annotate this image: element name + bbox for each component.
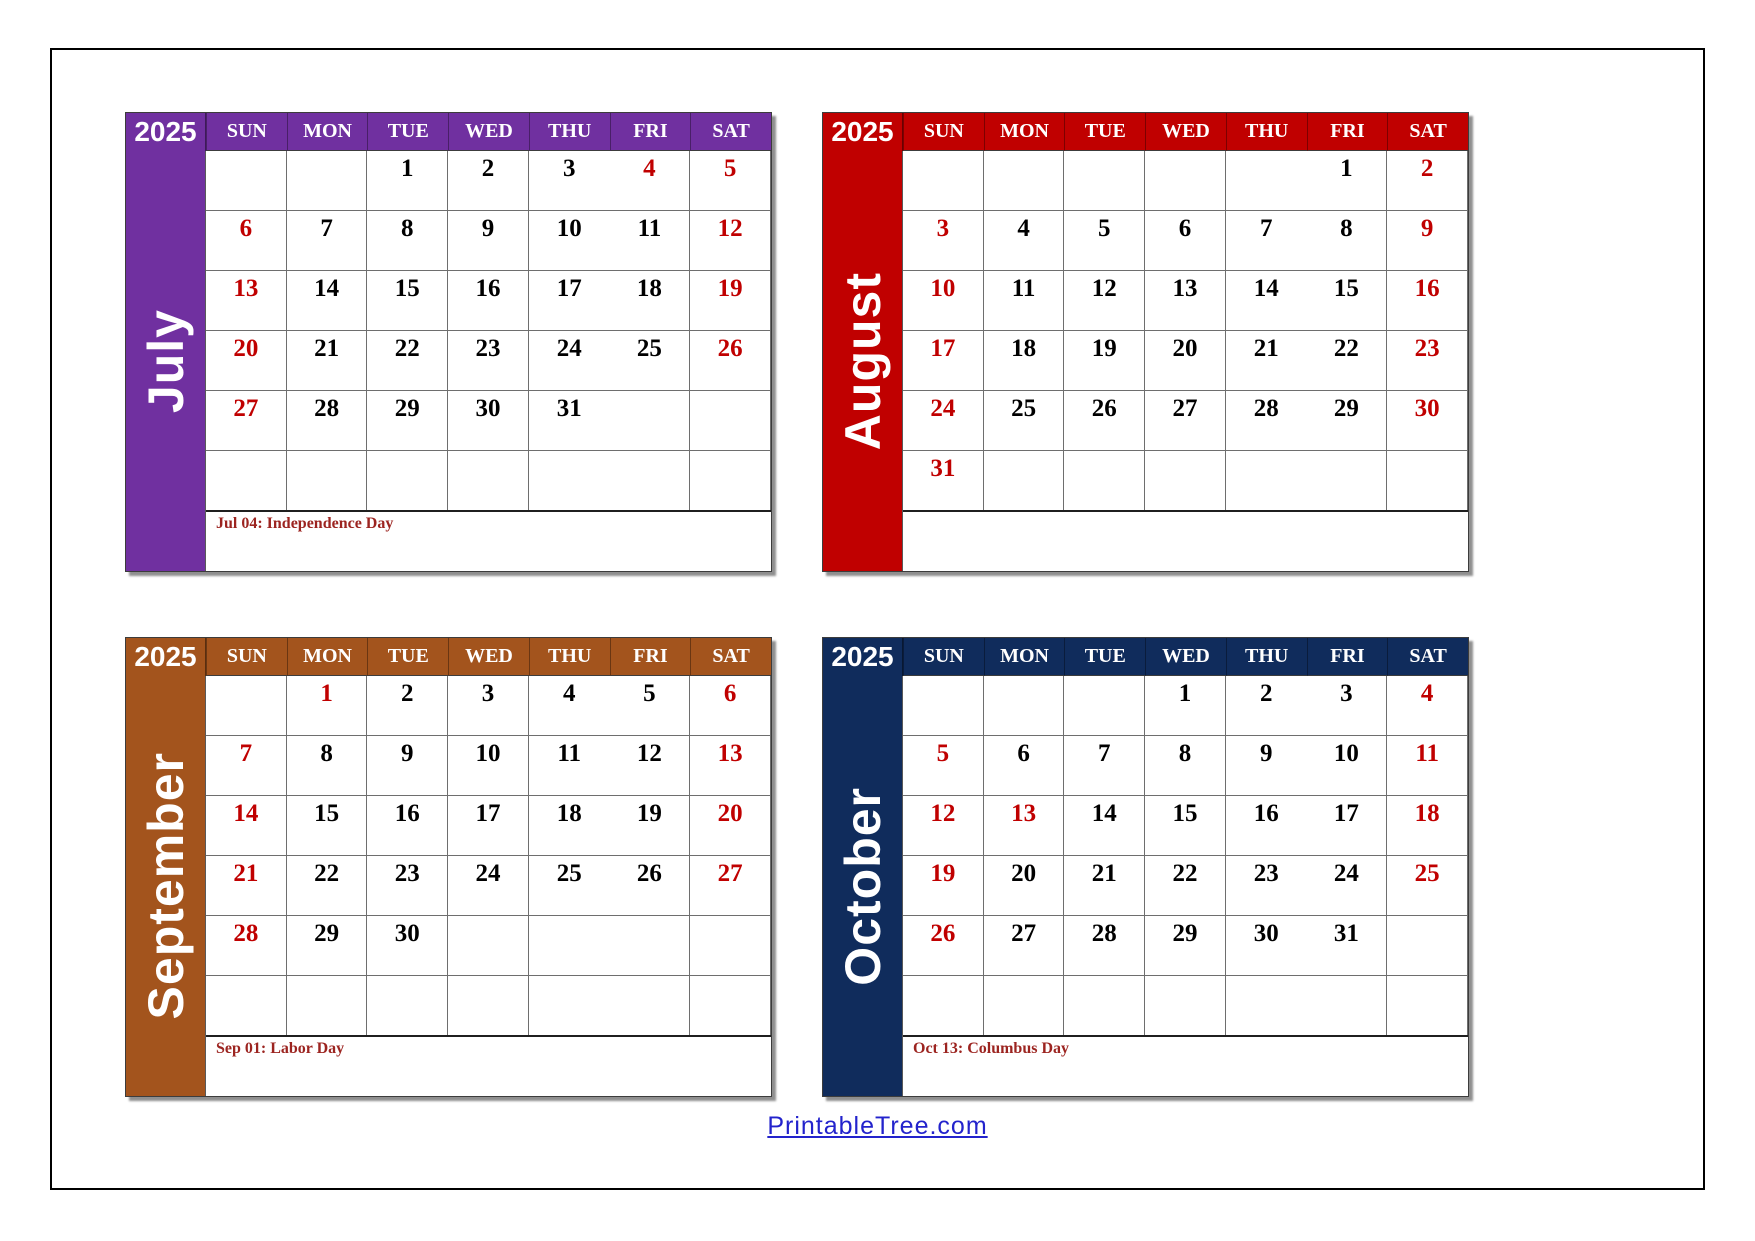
date-cell: 14 xyxy=(1064,796,1145,856)
day-header: SUN xyxy=(206,638,287,676)
date-cell: 31 xyxy=(1307,916,1388,976)
date-cell: 14 xyxy=(206,796,287,856)
month-label: July xyxy=(137,308,194,414)
date-cell: 7 xyxy=(1226,211,1307,271)
date-cell: 23 xyxy=(367,856,448,916)
date-cell: 21 xyxy=(1064,856,1145,916)
empty-date-cell xyxy=(610,391,691,451)
date-cell: 18 xyxy=(1387,796,1468,856)
empty-date-cell xyxy=(690,451,771,511)
day-header: TUE xyxy=(367,113,448,151)
date-cell: 26 xyxy=(690,331,771,391)
date-cell: 8 xyxy=(287,736,368,796)
date-cell: 8 xyxy=(367,211,448,271)
empty-date-cell xyxy=(529,451,610,511)
calendar-august xyxy=(822,112,1469,572)
empty-date-cell xyxy=(610,916,691,976)
date-cell: 6 xyxy=(206,211,287,271)
date-cell: 24 xyxy=(448,856,529,916)
date-cell: 12 xyxy=(903,796,984,856)
date-cell: 24 xyxy=(1307,856,1388,916)
date-cell: 11 xyxy=(610,211,691,271)
date-cell: 30 xyxy=(367,916,448,976)
date-cell: 7 xyxy=(1064,736,1145,796)
date-cell: 4 xyxy=(1387,676,1468,736)
date-cell: 2 xyxy=(367,676,448,736)
date-cell: 3 xyxy=(903,211,984,271)
date-cell: 25 xyxy=(529,856,610,916)
holiday-note: Jul 04: Independence Day xyxy=(206,510,771,571)
date-cell: 20 xyxy=(206,331,287,391)
date-cell: 27 xyxy=(984,916,1065,976)
date-cell: 12 xyxy=(610,736,691,796)
date-cell: 21 xyxy=(1226,331,1307,391)
empty-date-cell xyxy=(287,451,368,511)
empty-date-cell xyxy=(529,976,610,1036)
date-cell: 25 xyxy=(610,331,691,391)
date-cell: 11 xyxy=(984,271,1065,331)
day-header: THU xyxy=(529,638,610,676)
date-cell: 2 xyxy=(1387,151,1468,211)
date-cell: 20 xyxy=(984,856,1065,916)
calendar-october xyxy=(822,637,1469,1097)
date-cell: 5 xyxy=(1064,211,1145,271)
day-header: WED xyxy=(448,638,529,676)
date-cell: 18 xyxy=(984,331,1065,391)
date-cell: 26 xyxy=(1064,391,1145,451)
date-cell: 26 xyxy=(903,916,984,976)
empty-date-cell xyxy=(690,916,771,976)
day-header: WED xyxy=(1145,638,1226,676)
date-cell: 16 xyxy=(367,796,448,856)
day-header: MON xyxy=(287,113,368,151)
date-cell: 22 xyxy=(1307,331,1388,391)
date-cell: 29 xyxy=(367,391,448,451)
date-cell: 16 xyxy=(448,271,529,331)
footer xyxy=(0,1112,1755,1141)
day-header: WED xyxy=(448,113,529,151)
empty-date-cell xyxy=(984,976,1065,1036)
empty-date-cell xyxy=(448,916,529,976)
date-cell: 24 xyxy=(529,331,610,391)
empty-date-cell xyxy=(1145,451,1226,511)
date-cell: 10 xyxy=(448,736,529,796)
date-cell: 17 xyxy=(903,331,984,391)
empty-date-cell xyxy=(1387,916,1468,976)
empty-date-cell xyxy=(206,976,287,1036)
date-cell: 11 xyxy=(1387,736,1468,796)
date-cell: 9 xyxy=(448,211,529,271)
date-cell: 9 xyxy=(367,736,448,796)
date-cell: 15 xyxy=(287,796,368,856)
date-cell: 30 xyxy=(448,391,529,451)
date-cell: 4 xyxy=(529,676,610,736)
holiday-note: Oct 13: Columbus Day xyxy=(903,1035,1468,1096)
year-label: 2025 xyxy=(823,638,903,676)
empty-date-cell xyxy=(367,976,448,1036)
date-cell: 31 xyxy=(903,451,984,511)
month-bar xyxy=(126,676,206,1096)
date-cell: 28 xyxy=(1064,916,1145,976)
date-cell: 27 xyxy=(690,856,771,916)
calendar-july xyxy=(125,112,772,572)
empty-date-cell xyxy=(1307,451,1388,511)
date-cell: 1 xyxy=(287,676,368,736)
date-cell: 5 xyxy=(610,676,691,736)
day-header: SUN xyxy=(903,113,984,151)
day-header: THU xyxy=(1226,638,1307,676)
day-header: WED xyxy=(1145,113,1226,151)
date-cell: 30 xyxy=(1387,391,1468,451)
date-cell: 23 xyxy=(448,331,529,391)
date-cell: 14 xyxy=(287,271,368,331)
date-cell: 15 xyxy=(1145,796,1226,856)
empty-date-cell xyxy=(367,451,448,511)
date-cell: 3 xyxy=(529,151,610,211)
date-cell: 25 xyxy=(1387,856,1468,916)
day-header: FRI xyxy=(610,113,691,151)
date-cell: 18 xyxy=(529,796,610,856)
date-cell: 27 xyxy=(1145,391,1226,451)
date-cell: 15 xyxy=(367,271,448,331)
date-cell: 13 xyxy=(1145,271,1226,331)
day-header: MON xyxy=(287,638,368,676)
date-cell: 21 xyxy=(287,331,368,391)
empty-date-cell xyxy=(529,916,610,976)
day-header: FRI xyxy=(610,638,691,676)
empty-date-cell xyxy=(1226,451,1307,511)
empty-date-cell xyxy=(1307,976,1388,1036)
day-header: FRI xyxy=(1307,638,1388,676)
date-cell: 24 xyxy=(903,391,984,451)
empty-date-cell xyxy=(903,976,984,1036)
date-cell: 10 xyxy=(529,211,610,271)
date-cell: 27 xyxy=(206,391,287,451)
date-cell: 29 xyxy=(1145,916,1226,976)
date-cell: 11 xyxy=(529,736,610,796)
empty-date-cell xyxy=(448,976,529,1036)
date-cell: 19 xyxy=(1064,331,1145,391)
date-cell: 20 xyxy=(690,796,771,856)
date-cell: 22 xyxy=(287,856,368,916)
day-header: MON xyxy=(984,638,1065,676)
day-header: SAT xyxy=(1387,113,1468,151)
empty-date-cell xyxy=(448,451,529,511)
date-cell: 30 xyxy=(1226,916,1307,976)
date-cell: 29 xyxy=(287,916,368,976)
date-cell: 20 xyxy=(1145,331,1226,391)
empty-date-cell xyxy=(690,976,771,1036)
empty-date-cell xyxy=(1145,151,1226,211)
day-header: TUE xyxy=(1064,113,1145,151)
month-label: September xyxy=(137,752,194,1020)
empty-date-cell xyxy=(1145,976,1226,1036)
year-label: 2025 xyxy=(126,113,206,151)
date-cell: 14 xyxy=(1226,271,1307,331)
date-cell: 23 xyxy=(1226,856,1307,916)
date-cell: 26 xyxy=(610,856,691,916)
date-cell: 5 xyxy=(690,151,771,211)
empty-date-cell xyxy=(1387,976,1468,1036)
calendar-september xyxy=(125,637,772,1097)
date-cell: 18 xyxy=(610,271,691,331)
date-cell: 10 xyxy=(1307,736,1388,796)
date-cell: 28 xyxy=(206,916,287,976)
empty-date-cell xyxy=(206,451,287,511)
date-cell: 3 xyxy=(448,676,529,736)
day-header: THU xyxy=(529,113,610,151)
date-cell: 1 xyxy=(1145,676,1226,736)
date-cell: 13 xyxy=(690,736,771,796)
date-cell: 6 xyxy=(690,676,771,736)
date-cell: 8 xyxy=(1307,211,1388,271)
empty-date-cell xyxy=(1064,676,1145,736)
date-cell: 9 xyxy=(1226,736,1307,796)
empty-date-cell xyxy=(287,151,368,211)
date-cell: 19 xyxy=(690,271,771,331)
date-cell: 12 xyxy=(690,211,771,271)
date-cell: 21 xyxy=(206,856,287,916)
empty-date-cell xyxy=(206,676,287,736)
date-cell: 4 xyxy=(984,211,1065,271)
holiday-note: Sep 01: Labor Day xyxy=(206,1035,771,1096)
empty-date-cell xyxy=(610,976,691,1036)
month-bar xyxy=(126,151,206,571)
date-cell: 23 xyxy=(1387,331,1468,391)
empty-date-cell xyxy=(206,151,287,211)
holiday-note xyxy=(903,510,1468,571)
date-cell: 22 xyxy=(1145,856,1226,916)
empty-date-cell xyxy=(984,151,1065,211)
date-cell: 31 xyxy=(529,391,610,451)
date-cell: 16 xyxy=(1387,271,1468,331)
date-cell: 19 xyxy=(903,856,984,916)
day-header: FRI xyxy=(1307,113,1388,151)
month-bar xyxy=(823,151,903,571)
date-cell: 9 xyxy=(1387,211,1468,271)
date-cell: 2 xyxy=(1226,676,1307,736)
date-cell: 1 xyxy=(367,151,448,211)
year-label: 2025 xyxy=(126,638,206,676)
date-cell: 6 xyxy=(984,736,1065,796)
empty-date-cell xyxy=(690,391,771,451)
day-header: MON xyxy=(984,113,1065,151)
empty-date-cell xyxy=(1387,451,1468,511)
day-header: SUN xyxy=(903,638,984,676)
date-cell: 17 xyxy=(448,796,529,856)
empty-date-cell xyxy=(1064,451,1145,511)
year-label: 2025 xyxy=(823,113,903,151)
empty-date-cell xyxy=(610,451,691,511)
day-header: SAT xyxy=(690,638,771,676)
date-cell: 2 xyxy=(448,151,529,211)
date-cell: 22 xyxy=(367,331,448,391)
date-cell: 19 xyxy=(610,796,691,856)
empty-date-cell xyxy=(984,451,1065,511)
date-cell: 28 xyxy=(1226,391,1307,451)
day-header: SUN xyxy=(206,113,287,151)
date-cell: 3 xyxy=(1307,676,1388,736)
date-cell: 17 xyxy=(529,271,610,331)
date-cell: 16 xyxy=(1226,796,1307,856)
date-cell: 6 xyxy=(1145,211,1226,271)
month-bar xyxy=(823,676,903,1096)
day-header: TUE xyxy=(367,638,448,676)
date-cell: 15 xyxy=(1307,271,1388,331)
month-label: October xyxy=(834,786,891,986)
date-cell: 7 xyxy=(287,211,368,271)
date-cell: 4 xyxy=(610,151,691,211)
day-header: THU xyxy=(1226,113,1307,151)
printabletree-link[interactable]: PrintableTree.com xyxy=(767,1112,988,1140)
day-header: TUE xyxy=(1064,638,1145,676)
date-cell: 28 xyxy=(287,391,368,451)
empty-date-cell xyxy=(1064,151,1145,211)
date-cell: 17 xyxy=(1307,796,1388,856)
empty-date-cell xyxy=(1226,976,1307,1036)
day-header: SAT xyxy=(690,113,771,151)
date-cell: 5 xyxy=(903,736,984,796)
date-cell: 29 xyxy=(1307,391,1388,451)
date-cell: 8 xyxy=(1145,736,1226,796)
date-cell: 10 xyxy=(903,271,984,331)
date-cell: 1 xyxy=(1307,151,1388,211)
empty-date-cell xyxy=(287,976,368,1036)
date-cell: 7 xyxy=(206,736,287,796)
empty-date-cell xyxy=(903,676,984,736)
month-label: August xyxy=(834,271,891,451)
empty-date-cell xyxy=(984,676,1065,736)
empty-date-cell xyxy=(903,151,984,211)
date-cell: 13 xyxy=(206,271,287,331)
date-cell: 12 xyxy=(1064,271,1145,331)
empty-date-cell xyxy=(1064,976,1145,1036)
day-header: SAT xyxy=(1387,638,1468,676)
empty-date-cell xyxy=(1226,151,1307,211)
date-cell: 13 xyxy=(984,796,1065,856)
date-cell: 25 xyxy=(984,391,1065,451)
